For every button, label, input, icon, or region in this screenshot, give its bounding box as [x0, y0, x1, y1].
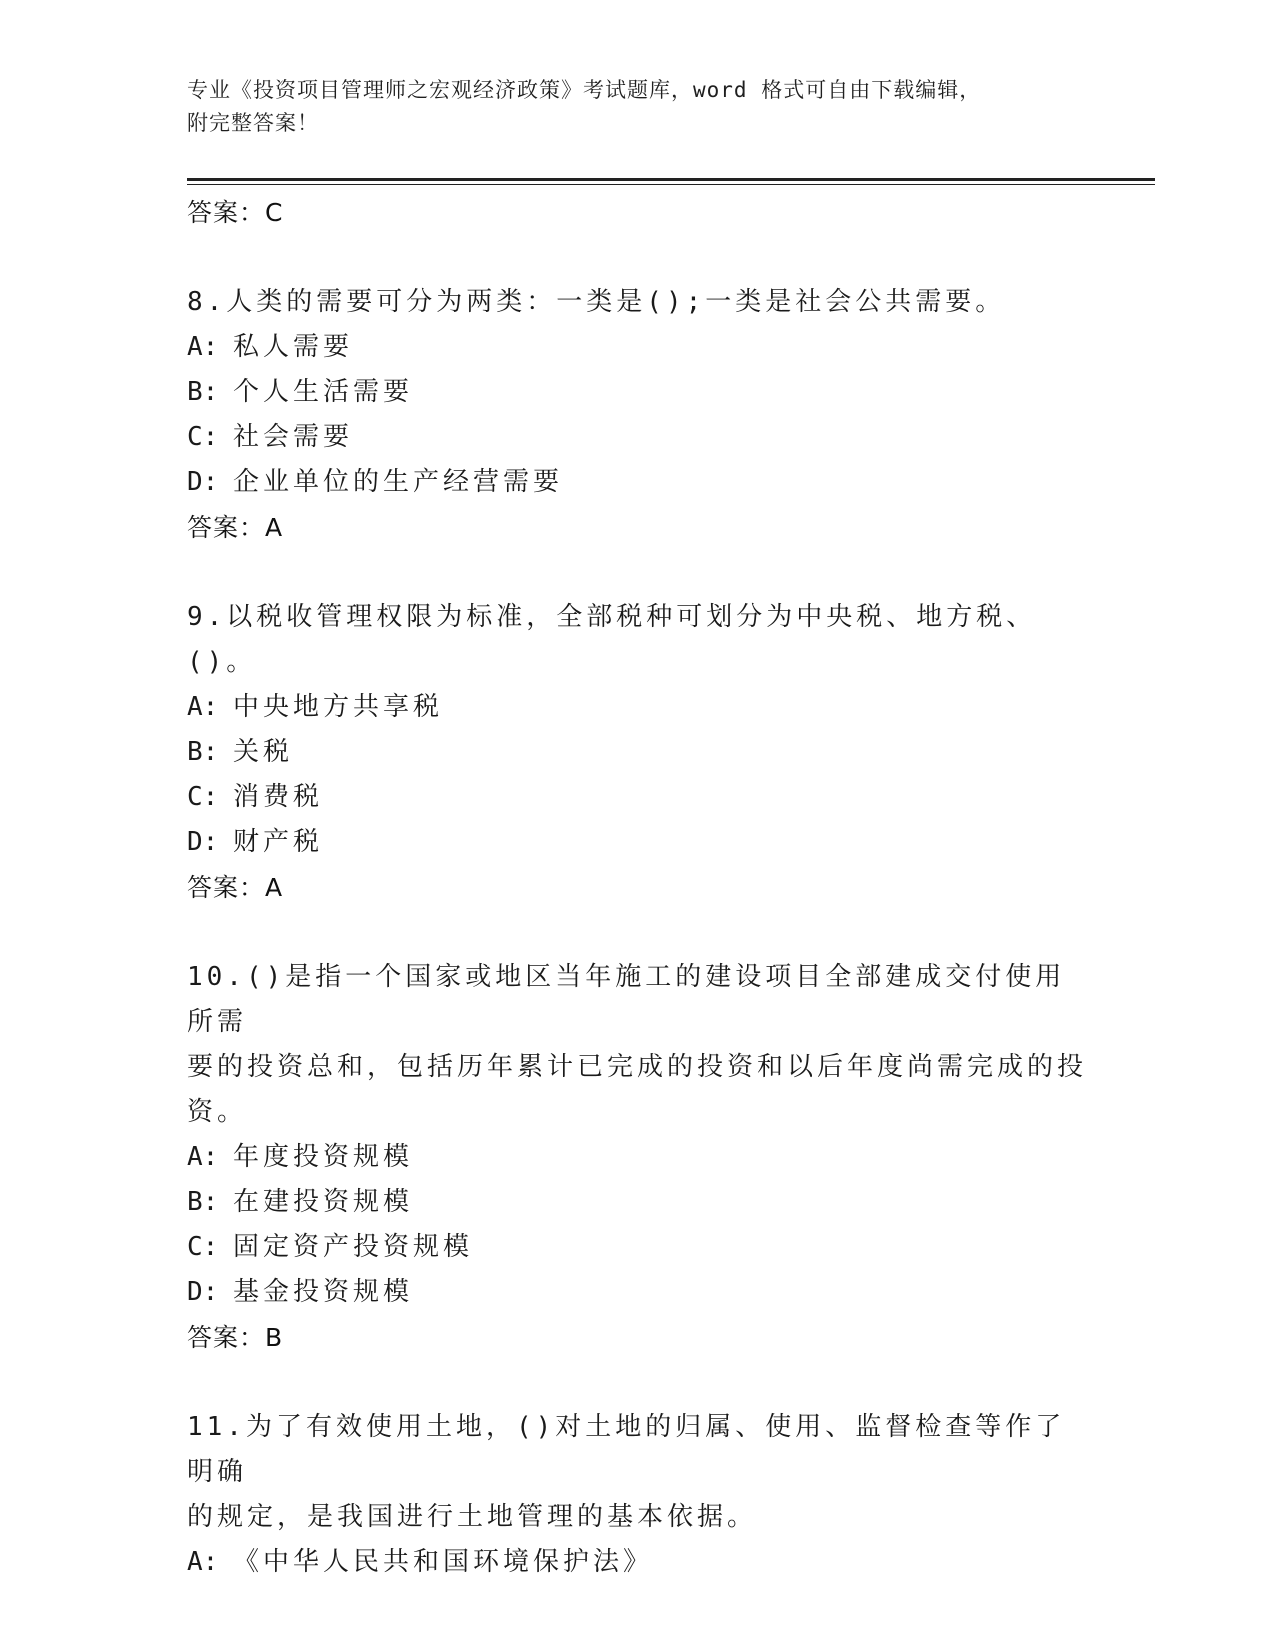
- previous-answer: 答案：C: [187, 198, 284, 227]
- option-letter: A:: [187, 1547, 219, 1577]
- option-letter: C:: [187, 1232, 219, 1262]
- option-letter: D:: [187, 467, 219, 497]
- option-text: 社会需要: [233, 422, 354, 452]
- option-letter: A:: [187, 332, 219, 362]
- option-a: [187, 685, 1087, 730]
- option-b: [187, 370, 1087, 415]
- question-stem-line: 要的投资总和，包括历年累计已完成的投资和以后年度尚需完成的投: [187, 1052, 1088, 1082]
- option-b: [187, 1180, 1087, 1225]
- answer: 答案：A: [187, 873, 284, 902]
- document-header: [187, 74, 1087, 140]
- question-stem: 9.以税收管理权限为标准，全部税种可划分为中央税、地方税、()。: [187, 602, 1037, 677]
- option-letter: D:: [187, 1277, 219, 1307]
- option-text: 在建投资规模: [233, 1187, 414, 1217]
- option-c: [187, 775, 1087, 820]
- option-letter: B:: [187, 377, 219, 407]
- option-text: 中央地方共享税: [233, 692, 444, 722]
- option-letter: C:: [187, 782, 219, 812]
- option-d: [187, 460, 1087, 505]
- option-text: 年度投资规模: [233, 1142, 414, 1172]
- option-letter: A:: [187, 1142, 219, 1172]
- option-text: 《中华人民共和国环境保护法》: [233, 1547, 654, 1577]
- option-letter: C:: [187, 422, 219, 452]
- option-b: [187, 730, 1087, 775]
- question-list: [187, 190, 1087, 1585]
- option-c: [187, 415, 1087, 460]
- question-stem-line: 的规定，是我国进行土地管理的基本依据。: [187, 1502, 758, 1532]
- question-10: [187, 955, 1087, 1361]
- question-stem-line: 10.()是指一个国家或地区当年施工的建设项目全部建成交付使用所需: [187, 962, 1066, 1037]
- option-a: [187, 1540, 1087, 1585]
- question-stem-line: 资。: [187, 1097, 248, 1127]
- option-text: 私人需要: [233, 332, 354, 362]
- option-c: [187, 1225, 1087, 1270]
- option-a: [187, 1135, 1087, 1180]
- option-letter: B:: [187, 737, 219, 767]
- question-stem: 8.人类的需要可分为两类：一类是();一类是社会公共需要。: [187, 287, 1006, 317]
- option-d: [187, 820, 1087, 865]
- answer: 答案：B: [187, 1323, 284, 1352]
- header-divider-thin: [187, 184, 1155, 185]
- option-letter: D:: [187, 827, 219, 857]
- question-stem-line: 11.为了有效使用土地，()对土地的归属、使用、监督检查等作了明确: [187, 1412, 1066, 1487]
- option-text: 企业单位的生产经营需要: [233, 467, 564, 497]
- option-text: 关税: [233, 737, 294, 767]
- option-d: [187, 1270, 1087, 1315]
- answer: 答案：A: [187, 513, 284, 542]
- question-9: [187, 595, 1087, 911]
- question-8: [187, 280, 1087, 551]
- option-text: 基金投资规模: [233, 1277, 414, 1307]
- header-divider-thick: [187, 178, 1155, 181]
- option-text: 消费税: [233, 782, 324, 812]
- option-text: 个人生活需要: [233, 377, 414, 407]
- option-text: 固定资产投资规模: [233, 1232, 474, 1262]
- header-line-1: 专业《投资项目管理师之宏观经济政策》考试题库，word 格式可自由下载编辑，: [187, 78, 982, 102]
- header-line-2: 附完整答案！: [187, 111, 319, 135]
- question-11: [187, 1405, 1087, 1585]
- option-letter: B:: [187, 1187, 219, 1217]
- option-letter: A:: [187, 692, 219, 722]
- option-a: [187, 325, 1087, 370]
- option-text: 财产税: [233, 827, 324, 857]
